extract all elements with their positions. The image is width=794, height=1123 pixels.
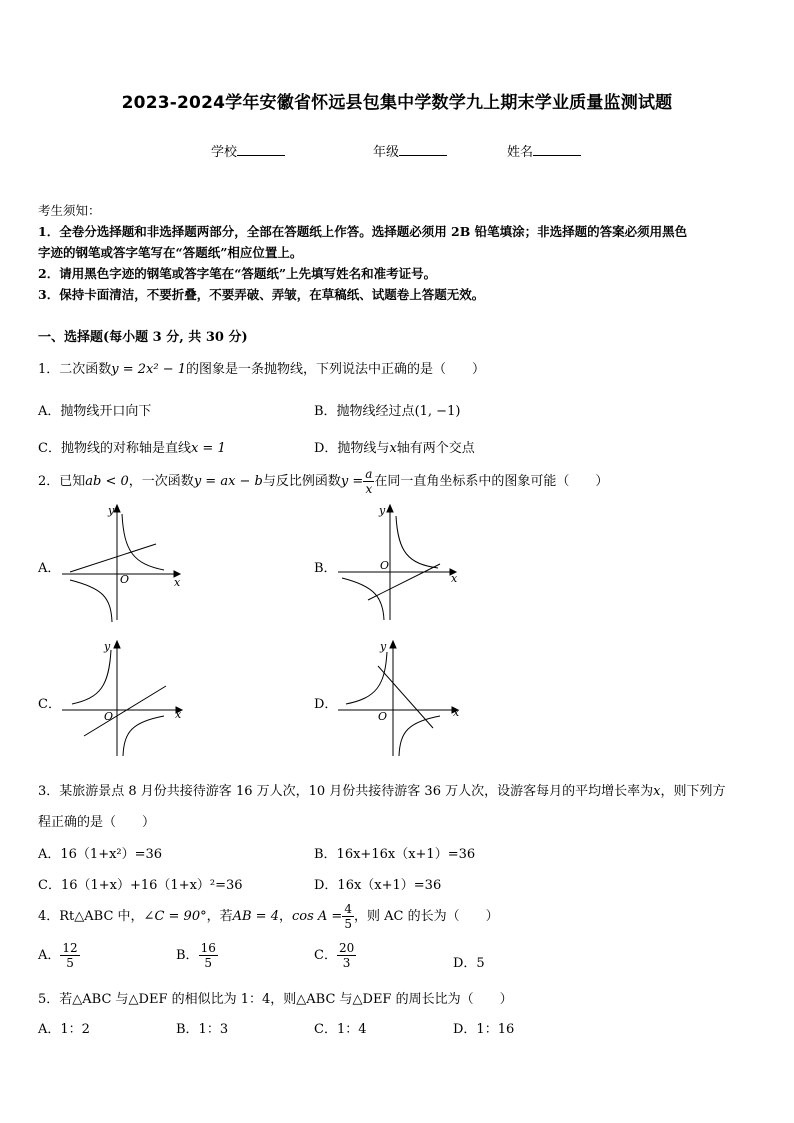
q2-d-x-label: x <box>453 706 460 719</box>
q3-option-d[interactable]: D．16x（x+1）=36 <box>314 878 442 893</box>
q1-suffix: 的图象是一条抛物线，下列说法中正确的是（ ） <box>186 362 486 377</box>
q2-c-y-label: y <box>104 640 111 653</box>
q1-d-text: D．抛物线与 <box>314 441 390 456</box>
q4-c-frac <box>337 941 356 970</box>
q4-b-label: B． <box>176 948 199 963</box>
name-blank[interactable] <box>533 143 581 156</box>
q2-a-x-label: x <box>174 576 181 589</box>
q3-stem-line2: 程正确的是（ ） <box>38 815 156 830</box>
q1-stem <box>38 358 485 377</box>
q4-cos: cos A = <box>292 909 343 924</box>
q4-mid: ，若 <box>206 909 233 924</box>
q3-option-c[interactable]: C．16（1+x）+16（1+x）²=36 <box>38 878 243 893</box>
q2-inv-y: y = <box>340 474 364 489</box>
q1-option-c[interactable] <box>38 437 226 456</box>
q1-option-a[interactable]: A．抛物线开口向下 <box>38 404 152 419</box>
q4-a-frac <box>60 941 79 970</box>
q2-graph-b[interactable] <box>338 502 468 624</box>
q2-b-o-label: O <box>380 559 390 572</box>
q2-label-a[interactable]: A． <box>38 561 61 576</box>
notice-heading: 考生须知： <box>38 203 101 218</box>
q4-option-b[interactable] <box>176 941 218 970</box>
q2-c-o-label: O <box>104 710 114 723</box>
q4-cos-den: 5 <box>344 917 352 931</box>
q4-mid2: ， <box>278 909 292 924</box>
q4-suffix: ，则 AC 的长为（ ） <box>353 909 499 924</box>
q1-option-b[interactable] <box>314 400 460 419</box>
school-field[interactable] <box>211 141 285 160</box>
q2-graph-c[interactable] <box>62 636 192 760</box>
q2-inv-den: x <box>365 482 373 496</box>
q2-b-x-label: x <box>451 572 458 585</box>
q4-angle: ∠C = 90° <box>143 909 207 924</box>
q4-ab: AB = 4 <box>232 909 279 924</box>
grade-blank[interactable] <box>399 143 447 156</box>
notice-line-4: 3．保持卡面清洁，不要折叠，不要弄破、弄皱，在草稿纸、试题卷上答题无效。 <box>38 287 485 302</box>
notice-line-2: 字迹的钢笔或答字笔写在“答题纸”相应位置上。 <box>38 245 303 260</box>
q2-mid: ，一次函数 <box>128 474 194 489</box>
q3-var: x <box>653 784 661 799</box>
q4-b-frac <box>199 941 218 970</box>
q2-prefix: 2．已知 <box>38 474 86 489</box>
grade-label: 年级 <box>373 145 400 160</box>
q3-stem-line1 <box>38 780 725 799</box>
q4-prefix: 4．Rt△ABC 中， <box>38 909 144 924</box>
q4-a-label: A． <box>38 948 61 963</box>
q2-graph-d[interactable] <box>338 636 468 760</box>
q4-b-den: 5 <box>204 956 213 970</box>
q4-c-den: 3 <box>342 956 351 970</box>
q2-graph-a[interactable] <box>62 502 192 624</box>
q4-a-num: 12 <box>62 941 78 955</box>
q4-option-a[interactable] <box>38 941 80 970</box>
section-heading: 一、选择题(每小题 3 分, 共 30 分) <box>38 330 248 345</box>
q4-cos-num: 4 <box>344 902 352 916</box>
q5-option-c[interactable]: C．1：4 <box>314 1022 367 1037</box>
q2-a-o-label: O <box>120 573 130 586</box>
notice-line-3: 2．请用黑色字迹的钢笔或答字笔在“答题纸”上先填写姓名和准考证号。 <box>38 266 437 281</box>
q3-line1-end: ，则下列方 <box>660 784 726 799</box>
school-label: 学校 <box>211 145 238 160</box>
q4-cos-frac <box>342 902 354 931</box>
q5-stem: 5．若△ABC 与△DEF 的相似比为 1：4，则△ABC 与△DEF 的周长比为（ ） <box>38 992 513 1007</box>
q2-c-x-label: x <box>175 708 182 721</box>
q3-option-a[interactable]: A．16（1+x²）=36 <box>38 847 163 862</box>
q2-label-d[interactable]: D． <box>314 697 338 712</box>
q2-d-o-label: O <box>378 710 388 723</box>
q5-option-b[interactable]: B．1：3 <box>176 1022 229 1037</box>
q2-suffix: 在同一直角坐标系中的图象可能（ ） <box>374 474 609 489</box>
grade-field[interactable] <box>373 141 447 160</box>
q1-c-eq: x = 1 <box>190 441 226 456</box>
q2-stem <box>38 467 608 496</box>
page-title: 2023-2024学年安徽省怀远县包集中学数学九上期末学业质量监测试题 <box>121 93 673 113</box>
name-field[interactable] <box>507 141 581 160</box>
q2-linear: y = ax − b <box>193 474 263 489</box>
q1-b-text: B．抛物线经过点 <box>314 404 415 419</box>
q2-cond: ab < 0 <box>85 474 129 489</box>
name-label: 姓名 <box>507 145 534 160</box>
q4-b-num: 16 <box>200 941 216 955</box>
q3-option-b[interactable]: B．16x+16x（x+1）=36 <box>314 847 476 862</box>
notice-line-1: 1．全卷分选择题和非选择题两部分，全部在答题纸上作答。选择题必须用 2B 铅笔填涂；非选择题的答案必须用黑色 <box>38 224 688 239</box>
school-blank[interactable] <box>237 143 285 156</box>
q4-option-c[interactable] <box>314 941 356 970</box>
q5-option-a[interactable]: A．1：2 <box>38 1022 90 1037</box>
q1-c-text: C．抛物线的对称轴是直线 <box>38 441 191 456</box>
q2-mid2: 与反比例函数 <box>262 474 341 489</box>
q2-a-y-label: y <box>108 504 115 517</box>
q2-label-c[interactable]: C． <box>38 697 61 712</box>
q3-line1: 3．某旅游景点 8 月份共接待游客 16 万人次，10 月份共接待游客 36 万人次，设游客每月的平均增长率为 <box>38 784 654 799</box>
q1-prefix: 1．二次函数 <box>38 362 112 377</box>
q2-inv-frac <box>363 467 374 496</box>
q4-c-num: 20 <box>338 941 355 955</box>
q2-inv-num: a <box>365 467 373 481</box>
q1-option-d[interactable] <box>314 437 475 456</box>
q2-b-y-label: y <box>379 504 386 517</box>
q2-label-b[interactable]: B． <box>314 561 337 576</box>
q1-formula: y = 2x² − 1 <box>111 362 187 377</box>
q1-d-suffix: 轴有两个交点 <box>396 441 475 456</box>
q4-option-d[interactable]: D．5 <box>453 956 485 971</box>
q2-d-y-label: y <box>380 640 387 653</box>
q4-stem <box>38 902 499 931</box>
q1-d-var: x <box>389 441 397 456</box>
q1-b-point: (1, −1) <box>414 404 461 419</box>
q4-a-den: 5 <box>66 956 74 970</box>
q4-c-label: C． <box>314 948 337 963</box>
q5-option-d[interactable]: D．1：16 <box>453 1022 515 1037</box>
